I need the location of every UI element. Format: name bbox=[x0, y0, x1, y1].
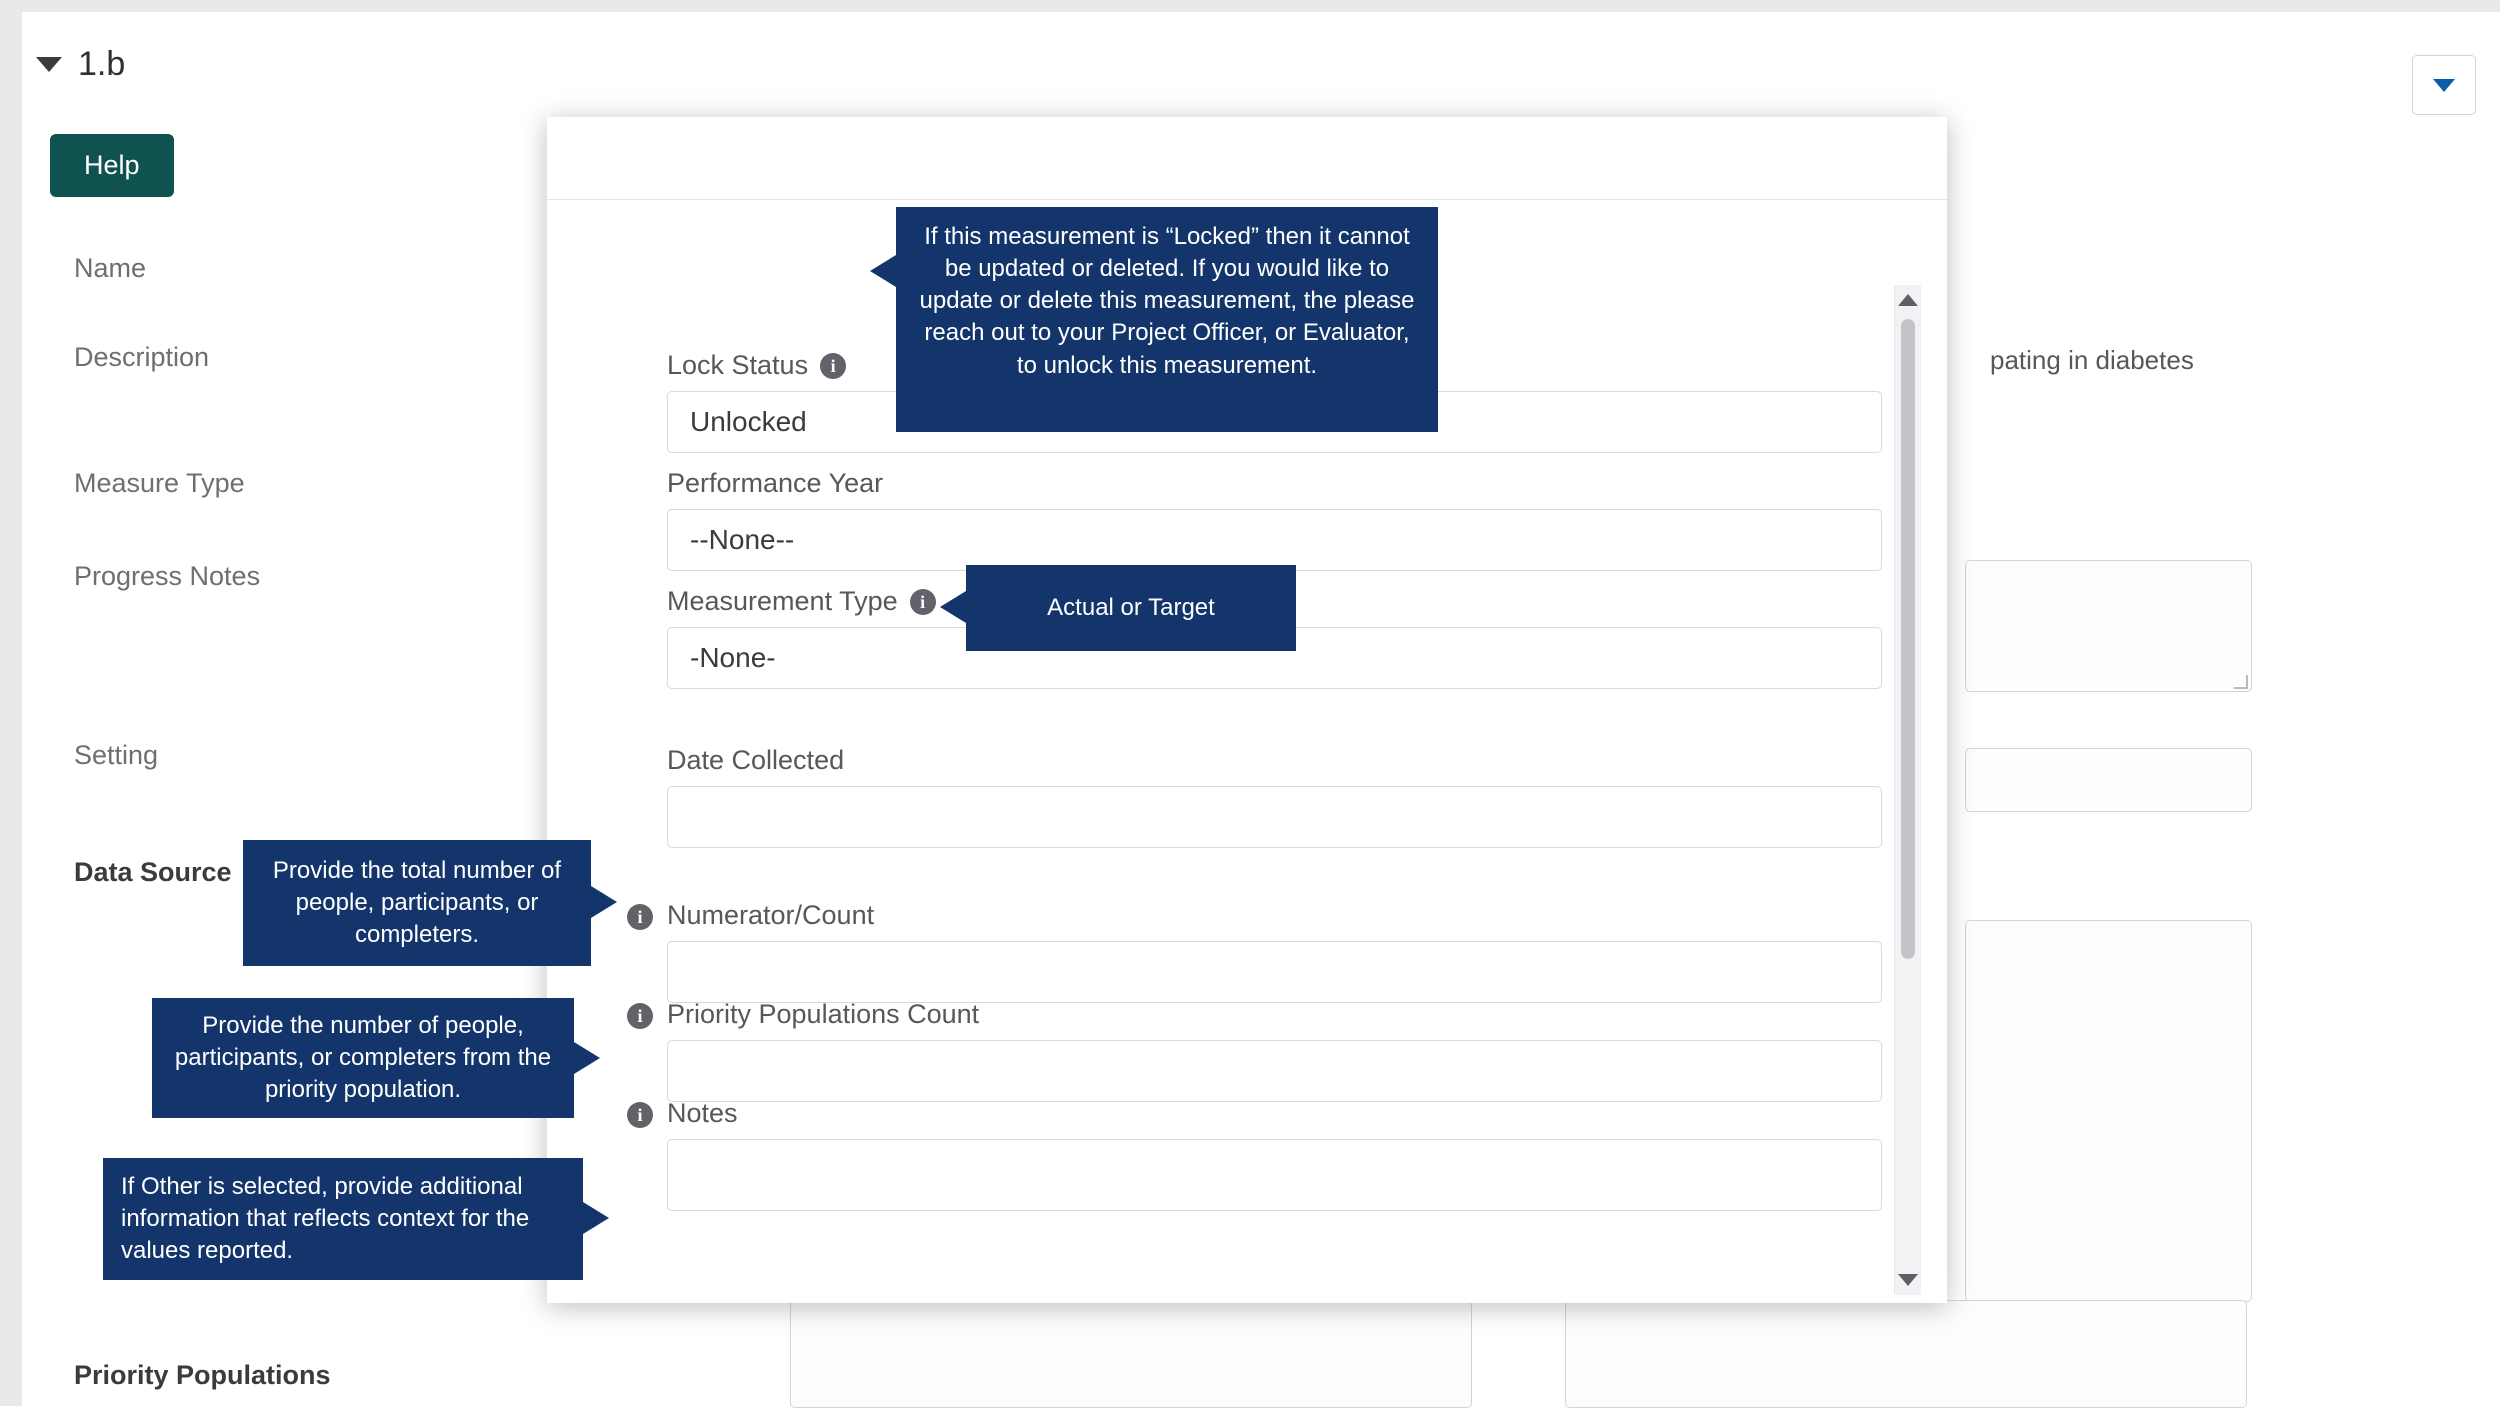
callout-measurement-type bbox=[966, 565, 1296, 651]
field-priority-populations-count bbox=[667, 999, 1882, 1102]
label-date-collected-text: Date Collected bbox=[667, 745, 845, 775]
callout-lock-status-text: If this measurement is “Locked” then it cannot be updated or deleted. If you would like to update or delete this measurement, the please reach out to your Project Officer, or Evaluator, to unlock this measurement. bbox=[919, 223, 1415, 379]
callout-priority-populations-count-text: Provide the number of people, participants, or completers from the priority population. bbox=[174, 1011, 552, 1104]
callout-numerator-count-text: Provide the total number of people, participants, or completers. bbox=[272, 856, 562, 949]
background-listbox[interactable] bbox=[1965, 920, 2252, 1302]
info-icon-measurement-type[interactable]: i bbox=[910, 589, 936, 615]
info-icon-lock-status[interactable]: i bbox=[820, 353, 846, 379]
top-bar bbox=[0, 0, 2500, 12]
field-label-description: Description bbox=[74, 342, 210, 372]
callout-tail-icon bbox=[870, 255, 896, 287]
field-label-setting: Setting bbox=[74, 740, 159, 770]
chevron-down-icon[interactable] bbox=[36, 57, 62, 72]
callout-tail-icon bbox=[583, 1202, 609, 1234]
info-icon-priority-populations-count[interactable]: i bbox=[627, 1003, 653, 1029]
field-label-priority-populations: Priority Populations bbox=[74, 1360, 331, 1390]
label-date-collected bbox=[667, 745, 1882, 776]
label-measurement-type-text: Measurement Type bbox=[667, 586, 898, 616]
input-lock-status[interactable]: Unlocked bbox=[667, 391, 1882, 453]
background-chosen-list[interactable] bbox=[1565, 1300, 2247, 1408]
callout-lock-status bbox=[896, 207, 1438, 432]
label-priority-populations-count bbox=[667, 999, 1882, 1030]
callout-tail-icon bbox=[940, 591, 966, 623]
background-input-setting[interactable] bbox=[1965, 748, 2252, 812]
label-notes bbox=[667, 1098, 1882, 1129]
label-performance-year bbox=[667, 468, 1882, 499]
section-header[interactable] bbox=[36, 45, 125, 84]
callout-measurement-type-text: Actual or Target bbox=[1047, 593, 1215, 621]
section-title: 1.b bbox=[78, 45, 126, 83]
input-numerator-count[interactable] bbox=[667, 941, 1882, 1003]
input-date-collected[interactable] bbox=[667, 786, 1882, 848]
callout-notes bbox=[103, 1158, 583, 1280]
label-numerator-count bbox=[667, 900, 1882, 931]
background-available-list[interactable] bbox=[790, 1300, 1472, 1408]
callout-priority-populations-count bbox=[152, 998, 574, 1118]
info-icon-notes[interactable]: i bbox=[627, 1102, 653, 1128]
callout-tail-icon bbox=[591, 886, 617, 918]
close-icon[interactable] bbox=[1903, 22, 1959, 78]
background-description-text: pating in diabetes bbox=[1990, 345, 2194, 375]
label-numerator-count-text: Numerator/Count bbox=[667, 900, 875, 930]
input-priority-populations-count[interactable] bbox=[667, 1040, 1882, 1102]
field-label-data-source: Data Source bbox=[74, 857, 232, 887]
left-rail bbox=[0, 12, 22, 1406]
field-label-name: Name bbox=[74, 253, 147, 283]
label-notes-text: Notes bbox=[667, 1098, 738, 1128]
resize-grip-icon[interactable] bbox=[2234, 675, 2248, 689]
modal-header bbox=[547, 117, 1947, 200]
modal-scrollbar[interactable] bbox=[1894, 285, 1921, 1295]
help-button[interactable]: Help bbox=[50, 134, 174, 197]
field-numerator-count bbox=[667, 900, 1882, 1003]
scroll-up-arrow-icon[interactable] bbox=[1898, 294, 1918, 306]
input-notes[interactable] bbox=[667, 1139, 1882, 1211]
input-measurement-type[interactable]: -None- bbox=[667, 627, 1882, 689]
scroll-down-arrow-icon[interactable] bbox=[1898, 1274, 1918, 1286]
field-label-progress-notes: Progress Notes bbox=[74, 561, 261, 591]
field-performance-year bbox=[667, 468, 1882, 571]
callout-notes-text: If Other is selected, provide additional information that reflects context for the values reported. bbox=[121, 1172, 530, 1265]
scrollbar-thumb[interactable] bbox=[1901, 319, 1915, 959]
info-icon-numerator-count[interactable]: i bbox=[627, 904, 653, 930]
callout-numerator-count bbox=[243, 840, 591, 966]
field-label-measure-type: Measure Type bbox=[74, 468, 245, 498]
field-date-collected bbox=[667, 745, 1882, 848]
input-performance-year[interactable]: --None-- bbox=[667, 509, 1882, 571]
background-dropdown-button[interactable] bbox=[2412, 55, 2476, 115]
field-notes bbox=[667, 1098, 1882, 1211]
background-textarea[interactable] bbox=[1965, 560, 2252, 692]
label-lock-status-text: Lock Status bbox=[667, 350, 809, 380]
label-priority-populations-count-text: Priority Populations Count bbox=[667, 999, 980, 1029]
label-performance-year-text: Performance Year bbox=[667, 468, 884, 498]
caret-down-icon bbox=[2433, 79, 2455, 92]
callout-tail-icon bbox=[574, 1042, 600, 1074]
